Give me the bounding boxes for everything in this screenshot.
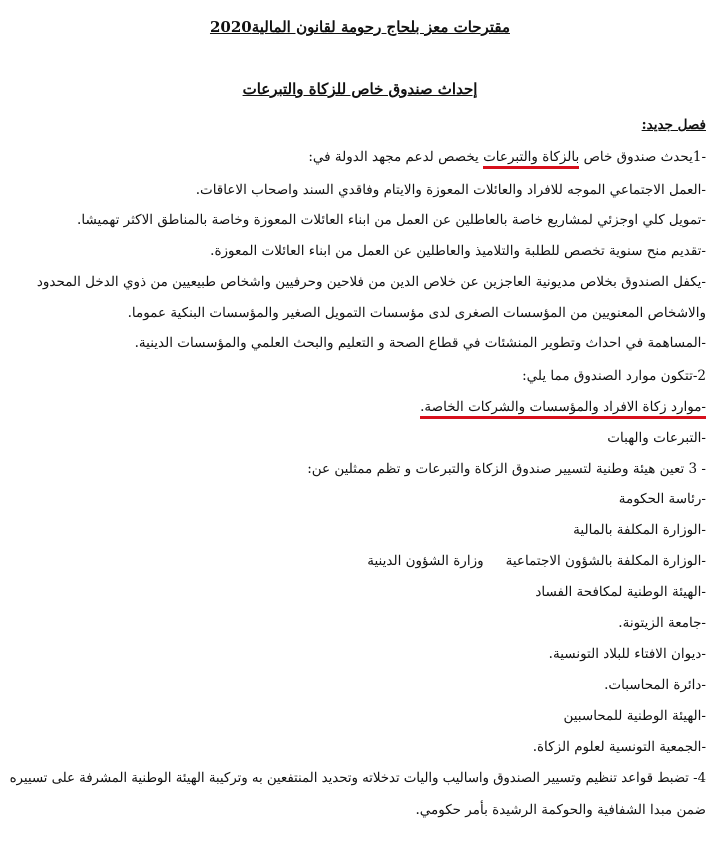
member-accountants-body: -الهيئة الوطنية للمحاسبين <box>563 708 706 724</box>
item-zakat-resources <box>10 398 706 416</box>
clause-3: - 3 تعين هيئة وطنية لتسيير صندوق الزكاة والتبرعات و تظم ممثلين عن: <box>307 461 706 477</box>
member-zakat-association: -الجمعية التونسية لعلوم الزكاة. <box>532 739 706 755</box>
item-debt-relief-line-1: -يكفل الصندوق بخلاص مديونية العاجزين عن خلاص الدين من فلاحين وحرفيين واشخاص طبيعيين من ذوي الدخل المحدود <box>36 274 706 290</box>
clause-2: 2-تتكون موارد الصندوق مما يلي: <box>522 368 706 384</box>
clause-1 <box>10 148 706 166</box>
member-social-affairs-ministry <box>10 552 706 570</box>
member-anti-corruption: -الهيئة الوطنية لمكافحة الفساد <box>535 584 706 600</box>
clause-1-end: يخصص لدعم مجهد الدولة في: <box>308 149 484 165</box>
item-social-work: -العمل الاجتماعي الموجه للافراد والعائلات المعوزة والايتام وفاقدي السند واصحاب الاعاقات. <box>195 182 706 198</box>
new-chapter-heading: فصل جديد: <box>641 117 706 133</box>
clause-4-line-1: 4- تضبط قواعد تنظيم وتسيير الصندوق واساليب واليات تدخلاته وتحديد المنتفعين به وتركيبة الهيئة الوطنية المشرفة على تسييره <box>9 771 706 786</box>
member-zitouna-university: -جامعة الزيتونة. <box>618 615 706 631</box>
member-court-of-accounts: -دائرة المحاسبات. <box>604 677 706 693</box>
item-donations-gifts: -التبرعات والهبات <box>607 430 706 446</box>
highlight-zakat-donations: بالزكاة والتبرعات <box>483 149 579 169</box>
member-religious-affairs: وزارة الشؤون الدينية <box>367 553 484 569</box>
member-social-affairs: -الوزارة المكلفة بالشؤون الاجتماعية <box>505 553 706 569</box>
highlight-zakat-resources: -موارد زكاة الافراد والمؤسسات والشركات الخاصة. <box>420 399 706 419</box>
member-finance-ministry: -الوزارة المكلفة بالمالية <box>573 522 706 538</box>
item-debt-relief-line-2: والاشخاص المعنويين من المؤسسات الصغرى لدى مؤسسات التمويل الصغير والمؤسسات البنكية عموما. <box>127 305 706 321</box>
clause-1-start: -1يحدث صندوق خاص <box>579 149 706 165</box>
document-title: مقترحات معز بلحاج رحومة لقانون المالية2020 <box>209 18 510 36</box>
clause-4-line-2: ضمن مبدا الشفافية والحوكمة الرشيدة بأمر حكومي. <box>415 802 706 818</box>
member-presidency: -رئاسة الحكومة <box>618 491 706 507</box>
document-subtitle: إحداث صندوق خاص للزكاة والتبرعات <box>242 80 478 98</box>
member-mufti-office: -ديوان الافتاء للبلاد التونسية. <box>548 646 706 662</box>
item-infrastructure: -المساهمة في احداث وتطوير المنشئات في قطاع الصحة و التعليم والبحث العلمي والمؤسسات الدينية. <box>134 335 706 351</box>
item-project-funding: -تمويل كلي اوجزئي لمشاريع خاصة بالعاطلين عن العمل من ابناء العائلات المعوزة وخاصة بالمناطق الاكثر تهميشا. <box>77 212 706 228</box>
item-annual-grants: -تقديم منح سنوية تخصص للطلبة والتلاميذ والعاطلين عن العمل من ابناء العائلات المعوزة. <box>210 243 706 259</box>
